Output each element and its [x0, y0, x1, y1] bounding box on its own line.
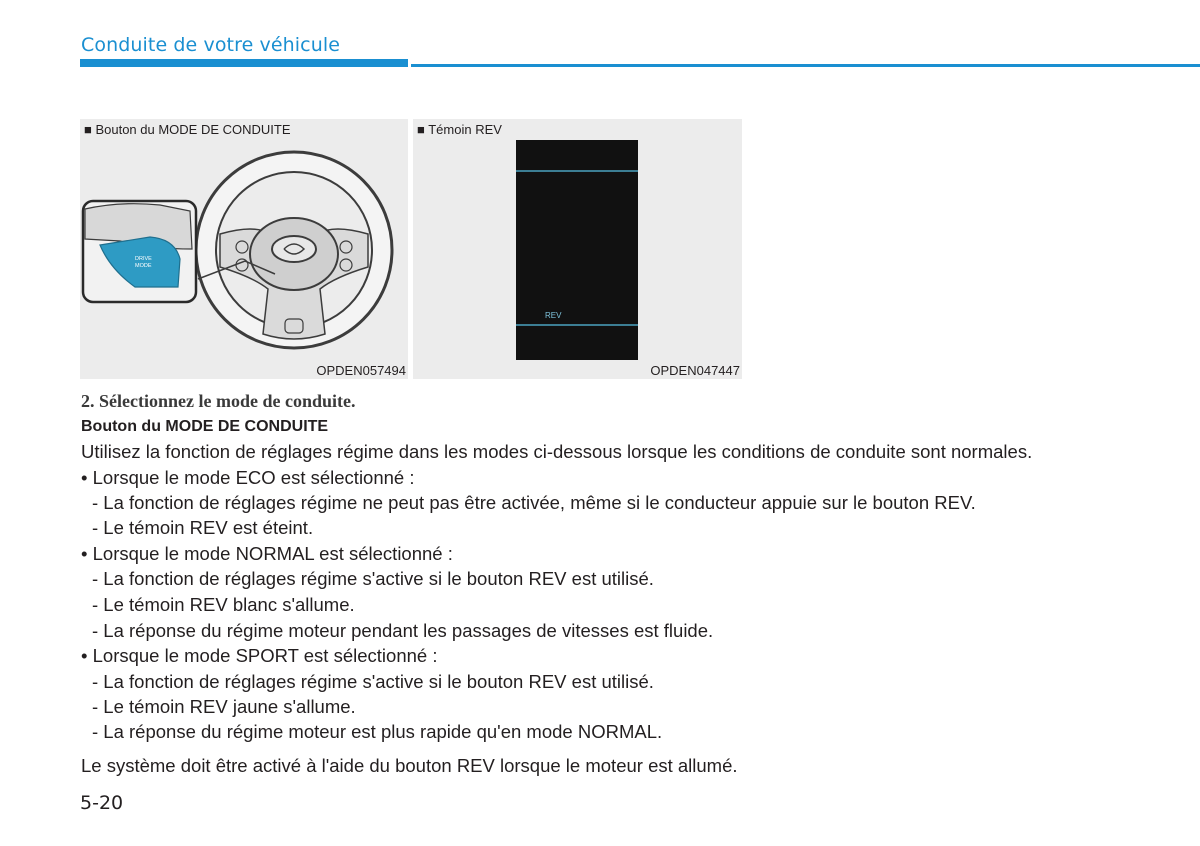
- rev-display-illustration: [413, 119, 742, 379]
- section-title: Conduite de votre véhicule: [81, 34, 341, 56]
- closing-paragraph: Le système doit être activé à l'aide du bouton REV lorsque le moteur est allumé.: [81, 755, 738, 776]
- eco-item: - La fonction de réglages régime ne peut pas être activée, même si le conducteur appuie sur le bouton REV.: [92, 492, 976, 513]
- figure-caption: ■ Bouton du MODE DE CONDUITE: [84, 122, 291, 137]
- section-heading: Bouton du MODE DE CONDUITE: [81, 418, 329, 435]
- normal-item: - Le témoin REV blanc s'allume.: [92, 594, 355, 615]
- sport-bullet: • Lorsque le mode SPORT est sélectionné :: [81, 645, 438, 666]
- figure-rev-indicator: [413, 119, 742, 379]
- normal-item: - La fonction de réglages régime s'active si le bouton REV est utilisé.: [92, 568, 654, 589]
- figure-code: OPDEN047447: [650, 363, 740, 378]
- drive-mode-label-2: MODE: [135, 263, 152, 269]
- figure-code: OPDEN057494: [316, 363, 406, 378]
- normal-bullet: • Lorsque le mode NORMAL est sélectionné :: [81, 543, 453, 564]
- eco-bullet: • Lorsque le mode ECO est sélectionné :: [81, 467, 415, 488]
- figure-caption: ■ Témoin REV: [417, 122, 502, 137]
- eco-item: - Le témoin REV est éteint.: [92, 517, 314, 538]
- steering-wheel-illustration: [80, 119, 408, 379]
- sport-item: - La réponse du régime moteur est plus rapide qu'en mode NORMAL.: [92, 721, 663, 742]
- sport-item: - Le témoin REV jaune s'allume.: [92, 696, 356, 717]
- normal-item: - La réponse du régime moteur pendant les passages de vitesses est fluide.: [92, 620, 714, 641]
- header-rule-thick: [80, 59, 408, 67]
- header-rule-thin: [411, 64, 1200, 67]
- rev-indicator-text: REV: [545, 311, 562, 320]
- page-number: 5-20: [80, 792, 124, 814]
- figure-drive-mode-button: [80, 119, 408, 379]
- drive-mode-label-1: DRIVE: [135, 256, 152, 262]
- step-heading: 2. Sélectionnez le mode de conduite.: [81, 391, 356, 411]
- intro-paragraph: Utilisez la fonction de réglages régime dans les modes ci-dessous lorsque les conditions de conduite sont normales.: [81, 441, 1033, 462]
- sport-item: - La fonction de réglages régime s'active si le bouton REV est utilisé.: [92, 671, 654, 692]
